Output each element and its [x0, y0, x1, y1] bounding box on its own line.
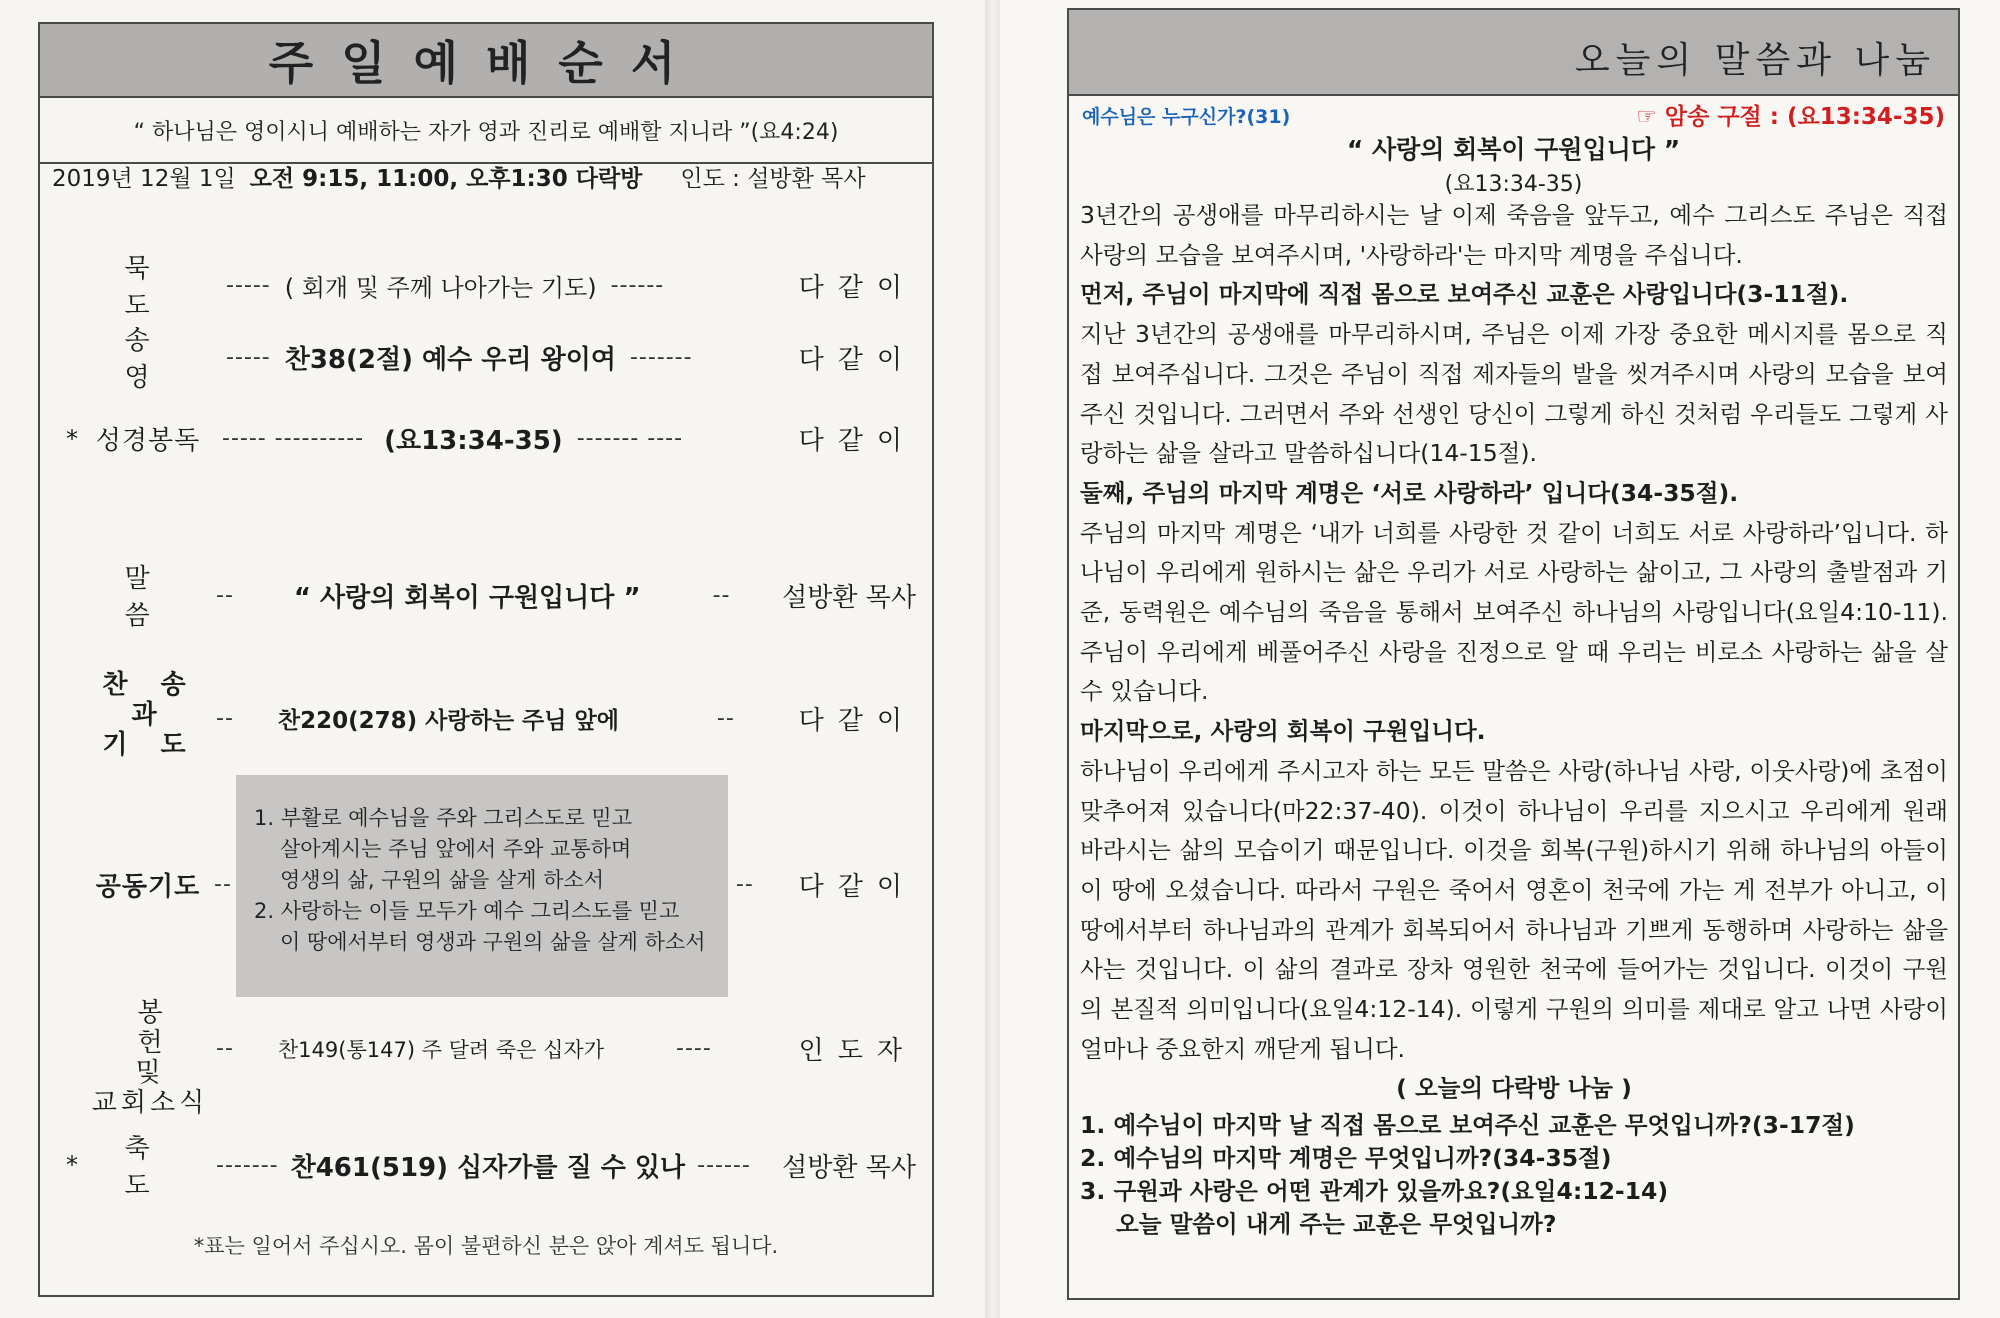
body-paragraph: 지난 3년간의 공생애를 마무리하시며, 주님은 이제 가장 중요한 메시지를 몸으로 직접 보여주십니다. 그것은 주님이 직접 제자들의 발을 씻겨주시며 사랑의 모습을 보여주신 것입니다. 그러면서 주와 선생인 당신이 그렇게 하신 것처럼 우리들도 그렇게 사랑하는 삶을 살라고 말씀하십니다(14-15절).	[1080, 320, 1948, 468]
discussion-question: 3. 구원과 사랑은 어떤 관계가 있을까요?(요일4:12-14)	[1080, 1177, 1669, 1206]
page-fold	[985, 0, 1000, 1318]
order-dash: --	[735, 872, 754, 897]
order-dash: --	[216, 706, 234, 731]
order-leader: 다같이	[798, 426, 916, 456]
body-paragraph: 하나님이 우리에게 주시고자 하는 모든 말씀은 사랑(하나님 사랑, 이웃사랑)에 초점이 맞추어져 있습니다(마22:37-40). 이것이 하나님이 우리를 지으시고 우리에게 원래 바라시는 삶의 모습이기 때문입니다. 이것을 회복(구원)하시기 위해 하나님의 아들이 이 땅에 오셨습니다. 따라서 구원은 죽어서 영혼이 천국에 가는 게 전부가 아니고, 이 땅에서부터 하나님과의 관계가 회복되어서 하나님과 기쁘게 동행하며 사랑하는 삶을 사는 것입니다. 이 삶의 결과로 장차 영원한 천국에 들어가는 것입니다. 이것이 구원의 본질적 의미입니다(요일4:12-14). 이렇게 구원의 의미를 제대로 알고 나면 사랑이 얼마나 중요한지 깨닫게 됩니다.	[1080, 756, 1948, 1063]
prayer-line: 이 땅에서부터 영생과 구원의 삶을 살게 하소서	[280, 930, 706, 954]
hymn-label-line: 과	[131, 700, 169, 730]
offering-label-line: 교회소식	[91, 1088, 209, 1118]
order-mark: *	[66, 1151, 78, 1179]
order-dash: --	[216, 582, 234, 608]
service-times: 오전 9:15, 11:00, 오후1:30 다락방	[249, 166, 643, 192]
order-label: 성경봉독	[95, 426, 201, 456]
order-row-common-prayer	[66, 866, 916, 903]
order-label: 묵도	[124, 254, 194, 321]
theme-verse: “ 하나님은 영이시니 예배하는 자가 영과 진리로 예배할 지니라 ”(요4:24)	[40, 98, 932, 164]
todays-word-header	[1069, 10, 1958, 96]
service-info	[52, 160, 922, 193]
order-dash: --	[214, 872, 232, 897]
order-dash: ------- ----	[576, 426, 684, 451]
order-dash: -------	[216, 1152, 279, 1178]
section-heading: 먼저, 주님이 마지막에 직접 몸으로 보여주신 교훈은 사랑입니다(3-11절).	[1080, 280, 1849, 309]
order-row-offering	[66, 1030, 916, 1067]
order-dash: ------	[610, 272, 665, 298]
order-mark: *	[66, 424, 78, 453]
todays-word-title: 오늘의 말씀과 나눔	[1574, 40, 1936, 81]
order-content: (요13:34-35)	[384, 426, 563, 456]
order-leader: 다같이	[798, 272, 916, 303]
order-leader: 다같이	[798, 872, 916, 902]
service-leader: 인도 : 설방환 목사	[680, 166, 866, 192]
hymn-label-line: 찬 송	[102, 670, 198, 700]
order-leader: 설방환 목사	[782, 582, 916, 613]
order-content: 찬149(통147) 주 달려 죽은 십자가	[277, 1037, 605, 1062]
order-dash: --	[712, 582, 731, 608]
offering-label-line: 봉 헌	[137, 998, 193, 1058]
order-dash: -----	[226, 272, 271, 298]
body-paragraph: 3년간의 공생애를 마무리하시는 날 이제 죽음을 앞두고, 예수 그리스도 주님은 직접 사랑의 모습을 보여주시며, '사랑하라'는 마지막 계명을 주십니다.	[1080, 201, 1948, 269]
order-dash: -------	[629, 344, 693, 370]
prayer-line: 2. 사랑하는 이들 모두가 예수 그리스도를 믿고	[254, 899, 680, 923]
order-content: 찬38(2절) 예수 우리 왕이여	[284, 344, 616, 375]
order-row-silent-prayer	[66, 248, 916, 322]
order-row-hymn-prayer	[66, 700, 916, 737]
order-leader: 설방환 목사	[782, 1152, 916, 1183]
section-heading: 둘째, 주님의 마지막 계명은 ‘서로 사랑하라’ 입니다(34-35절).	[1080, 478, 1739, 507]
order-dash: -----	[226, 344, 271, 370]
discussion-question: 2. 예수님의 마지막 계명은 무엇입니까?(34-35절)	[1080, 1144, 1612, 1173]
order-leader: 다같이	[798, 344, 916, 375]
order-dash: --	[716, 706, 735, 731]
memory-verse: ☞ 암송 구절 : (요13:34-35)	[1636, 104, 1945, 130]
body-paragraph: 주님의 마지막 계명은 ‘내가 너희를 사랑한 것 같이 너희도 서로 사랑하라’입니다. 하나님이 우리에게 원하시는 삶은 우리가 서로 사랑하는 삶이고, 그 사랑의 출발점과 기준, 동력원은 예수님의 죽음을 통해서 보여주신 하나님의 사랑입니다(요일4:10-11). 주님이 우리에게 베풀어주신 사랑을 진정으로 알 때 우리는 비로소 사랑하는 삶을 살 수 있습니다.	[1080, 518, 1948, 706]
order-dash: ----	[676, 1036, 712, 1061]
sermon-reference: (요13:34-35)	[1444, 172, 1583, 197]
prayer-line: 영생의 삶, 구원의 삶을 살게 하소서	[280, 868, 605, 892]
prayer-line: 살아계시는 주님 앞에서 주와 교통하며	[280, 837, 632, 861]
order-label: 공동기도	[95, 872, 201, 902]
order-row-doxology	[66, 320, 916, 394]
offering-label-line: 및	[135, 1058, 165, 1088]
service-date: 2019년 12월 1일	[52, 166, 236, 192]
discussion-heading: ( 오늘의 다락방 나눔 )	[1396, 1074, 1632, 1103]
order-content: ( 회개 및 주께 나아가는 기도)	[284, 273, 597, 302]
order-row-sermon	[66, 558, 916, 632]
worship-order-title: 주일예배순서	[40, 24, 932, 98]
order-content: 찬461(519) 십자가를 질 수 있나	[290, 1152, 686, 1183]
order-leader: 다같이	[798, 706, 916, 736]
order-label: 말씀	[124, 564, 194, 631]
discussion-question: 1. 예수님이 마지막 날 직접 몸으로 보여주신 교훈은 무엇입니까?(3-17절)	[1080, 1111, 1855, 1140]
order-content: 찬220(278) 사랑하는 주님 앞에	[277, 708, 619, 734]
series-tag: 예수님은 누구신가?(31)	[1082, 106, 1291, 128]
section-heading: 마지막으로, 사랑의 회복이 구원입니다.	[1080, 717, 1486, 746]
order-content: “ 사랑의 회복이 구원입니다 ”	[293, 582, 641, 613]
order-label: 송영	[124, 326, 194, 393]
order-row-scripture-reading	[66, 420, 916, 457]
prayer-line: 1. 부활로 예수님을 주와 그리스도로 믿고	[254, 806, 632, 830]
order-dash: ------	[697, 1152, 751, 1178]
order-leader: 인도자	[798, 1036, 916, 1066]
hymn-label-line: 기 도	[102, 730, 198, 760]
standing-footnote: *표는 일어서 주십시오. 몸이 불편하신 분은 앉아 계셔도 됩니다.	[193, 1234, 779, 1258]
sermon-body	[1080, 196, 1948, 1241]
order-label: 축도	[124, 1134, 194, 1201]
order-row-benediction	[66, 1128, 916, 1202]
order-dash: ----- ----------	[222, 426, 365, 451]
sermon-title: “ 사랑의 회복이 구원입니다 ”	[1346, 135, 1681, 164]
order-dash: --	[216, 1036, 234, 1061]
discussion-question: 오늘 말씀이 내게 주는 교훈은 무엇입니까?	[1116, 1210, 1557, 1239]
